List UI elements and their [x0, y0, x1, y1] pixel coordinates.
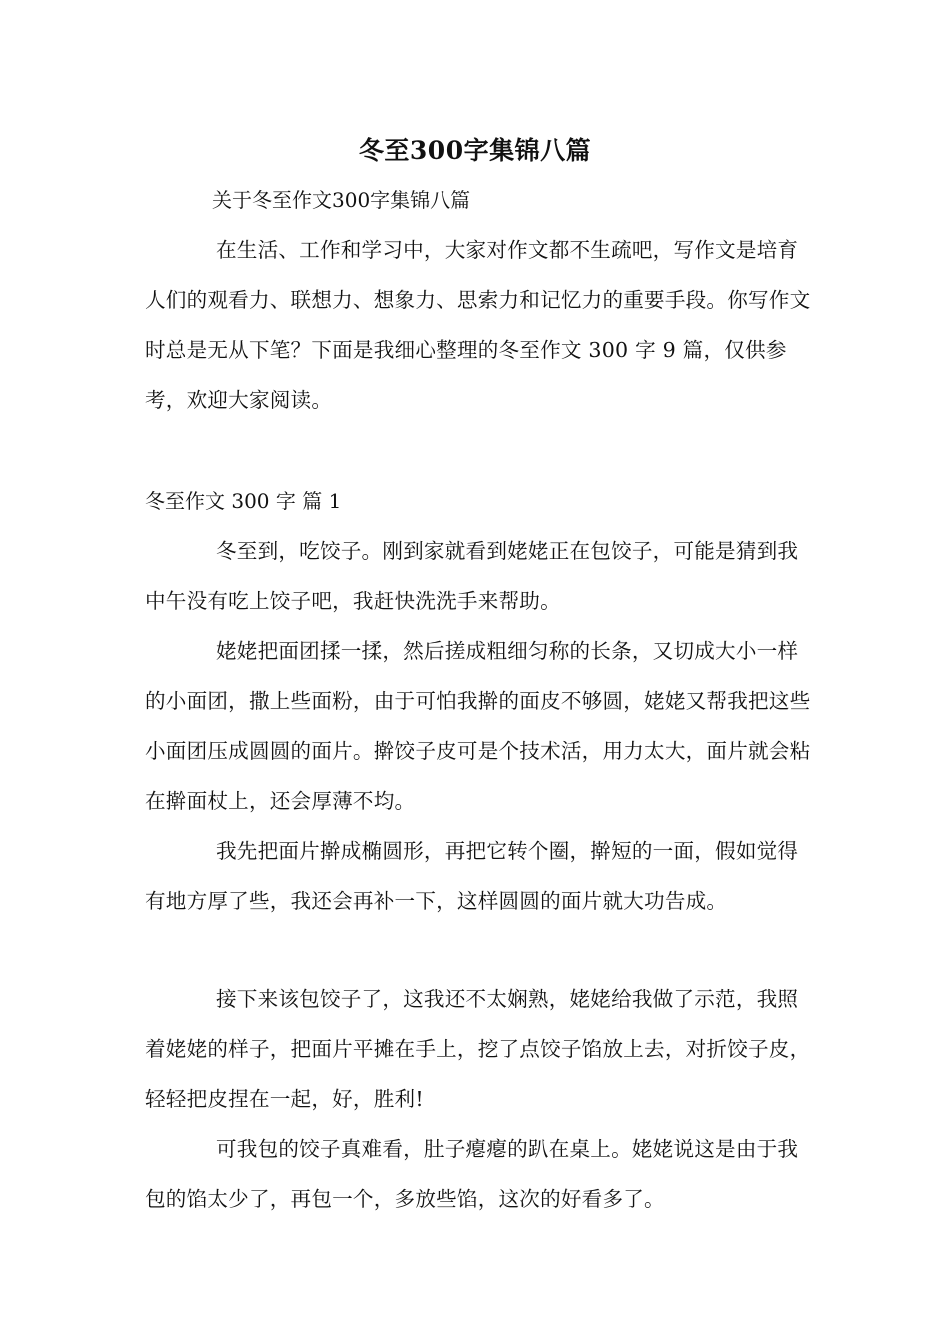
document-title: 冬至300字集锦八篇 — [358, 136, 592, 165]
body-paragraph: 可我包的饺子真难看，肚子瘪瘪的趴在桌上。姥姥说这是由于我包的馅太少了，再包一个，多放些馅，这次的好看多了。 — [145, 1137, 799, 1211]
intro-paragraph: 在生活、工作和学习中，大家对作文都不生疏吧，写作文是培育人们的观看力、联想力、想象力、思索力和记忆力的重要手段。你写作文时总是无从下笔？下面是我细心整理的冬至作文 300 字 9 篇，仅供参考，欢迎大家阅读。 — [145, 238, 811, 412]
section-heading: 冬至作文 300 字 篇 1 — [145, 489, 342, 513]
body-paragraph: 我先把面片擀成椭圆形，再把它转个圈，擀短的一面，假如觉得有地方厚了些，我还会再补一下，这样圆圆的面片就大功告成。 — [145, 839, 799, 913]
body-paragraph: 接下来该包饺子了，这我还不太娴熟，姥姥给我做了示范，我照着姥姥的样子，把面片平摊在手上，挖了点饺子馅放上去，对折饺子皮，轻轻把皮捏在一起，好，胜利! — [145, 987, 811, 1111]
body-paragraph: 冬至到，吃饺子。刚到家就看到姥姥正在包饺子，可能是猜到我中午没有吃上饺子吧，我赶快洗洗手来帮助。 — [145, 539, 799, 613]
document-subtitle: 关于冬至作文300字集锦八篇 — [212, 188, 471, 212]
body-paragraph: 姥姥把面团揉一揉，然后搓成粗细匀称的长条，又切成大小一样的小面团，撒上些面粉，由于可怕我擀的面皮不够圆，姥姥又帮我把这些小面团压成圆圆的面片。擀饺子皮可是个技术活，用力太大，面片就会粘在擀面杖上，还会厚薄不均。 — [145, 639, 811, 813]
